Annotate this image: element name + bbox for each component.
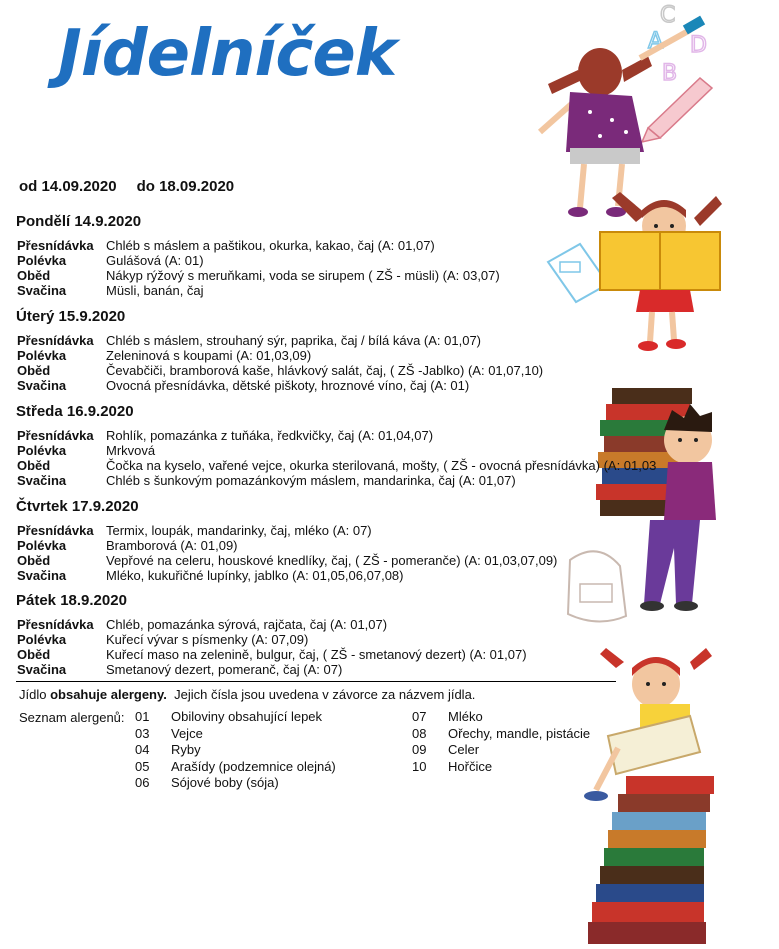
meal-row-snack (16, 283, 736, 298)
meal-text: Bramborová (A: 01,09) (106, 538, 238, 553)
allergen-name: Obiloviny obsahující lepek (171, 709, 323, 724)
meal-label: Svačina (17, 662, 67, 677)
allergen-name: Arašídy (podzemnice olejná) (171, 758, 336, 774)
letters-doodle (648, 3, 707, 86)
allergen-number: 08 (412, 725, 427, 741)
allergen-list-left (135, 709, 336, 792)
allergen-note-pre: Jídlo (19, 687, 51, 702)
svg-text:C: C (660, 3, 676, 28)
meal-text: Kuřecí vývar s písmenky (A: 07,09) (106, 632, 309, 647)
allergen-number: 04 (135, 742, 150, 757)
day-section-thursday (16, 498, 736, 583)
meal-row-breakfast (16, 523, 736, 538)
meal-label: Oběd (17, 553, 51, 568)
allergen-list-right (412, 709, 590, 775)
meal-row-lunch (16, 647, 736, 662)
meal-label: Oběd (17, 363, 51, 378)
day-title: Úterý 15.9.2020 (16, 308, 126, 325)
meal-label: Polévka (17, 253, 67, 268)
meal-text: Mrkvová (106, 443, 156, 458)
meal-row-breakfast (16, 238, 736, 253)
day-section-monday (16, 213, 736, 298)
meal-text: Zeleninová s koupami (A: 01,03,09) (106, 348, 312, 363)
meal-row-snack (16, 662, 736, 677)
meal-row-lunch (16, 458, 736, 473)
meal-row-lunch (16, 268, 736, 283)
meal-row-soup (16, 538, 736, 553)
meal-text: Rohlík, pomazánka z tuňáka, ředkvičky, čaj (A: 01,04,07) (106, 428, 434, 443)
allergen-note (19, 687, 475, 702)
allergen-number: 10 (412, 758, 427, 774)
meal-text: Chléb, pomazánka sýrová, rajčata, čaj (A: 01,07) (106, 617, 388, 632)
allergen-item (135, 709, 336, 726)
day-section-friday (16, 592, 736, 677)
svg-text:A: A (648, 29, 664, 54)
allergen-name: Mléko (448, 709, 483, 724)
meal-row-soup (16, 443, 736, 458)
day-title: Čtvrtek 17.9.2020 (16, 498, 139, 515)
meal-text: Chléb s máslem, strouhaný sýr, paprika, čaj / bílá káva (A: 01,07) (106, 333, 482, 348)
meal-text: Vepřové na celeru, houskové knedlíky, čaj, ( ZŠ - pomeranče) (A: 01,03,07,09) (106, 553, 558, 568)
meal-label: Svačina (17, 283, 67, 298)
meal-text: Gulášová (A: 01) (106, 253, 204, 268)
meal-text: Nákyp rýžový s meruňkami, voda se sirupem ( ZŠ - müsli) (A: 03,07) (106, 268, 500, 283)
allergen-name: Celer (448, 742, 480, 757)
meal-row-breakfast (16, 333, 736, 348)
allergen-item (412, 742, 590, 759)
meal-row-soup (16, 253, 736, 268)
svg-text:B: B (662, 61, 678, 86)
meal-text: Chléb s máslem a paštikou, okurka, kakao, čaj (A: 01,07) (106, 238, 435, 253)
meal-text: Ovocná přesnídávka, dětské piškoty, hroznové víno, čaj (A: 01) (106, 378, 470, 393)
day-section-tuesday (16, 308, 736, 393)
allergen-number: 01 (135, 709, 150, 724)
allergen-number: 09 (412, 742, 427, 757)
day-title: Pondělí 14.9.2020 (16, 213, 142, 230)
allergen-name: Vejce (171, 725, 203, 741)
meal-row-snack (16, 473, 736, 488)
allergen-item (135, 775, 336, 792)
allergen-item (412, 726, 590, 743)
meal-label: Svačina (17, 378, 67, 393)
allergen-number: 05 (135, 758, 150, 774)
date-range (19, 178, 234, 195)
allergen-number: 07 (412, 709, 427, 724)
allergen-item (412, 709, 590, 726)
divider (16, 681, 616, 682)
meal-label: Oběd (17, 647, 51, 662)
meal-text: Termix, loupák, mandarinky, čaj, mléko (A: 07) (106, 523, 372, 538)
date-from: od 14.09.2020 (19, 178, 117, 195)
day-title: Pátek 18.9.2020 (16, 592, 127, 609)
meal-text: Čočka na kyselo, vařené vejce, okurka sterilovaná, mošty, ( ZŠ - ovocná přesnídávka) (A: 01,03 (106, 458, 657, 473)
allergen-name: Sójové boby (sója) (171, 775, 279, 790)
allergen-name: Ořechy, mandle, pistácie (448, 725, 591, 741)
allergen-item (135, 742, 336, 759)
meal-row-lunch (16, 363, 736, 378)
meal-row-breakfast (16, 428, 736, 443)
meal-label: Svačina (17, 473, 67, 488)
allergen-name: Hořčice (448, 758, 493, 774)
meal-text: Müsli, banán, čaj (106, 283, 204, 298)
meal-label: Svačina (17, 568, 67, 583)
meal-label: Přesnídávka (17, 523, 94, 538)
meal-text: Kuřecí maso na zelenině, bulgur, čaj, ( ZŠ - smetanový dezert) (A: 01,07) (106, 647, 527, 662)
meal-row-snack (16, 378, 736, 393)
allergen-list-label: Seznam alergenů: (19, 710, 125, 725)
allergen-note-bold: obsahuje alergeny. (50, 687, 167, 702)
meal-text: Mléko, kukuřičné lupínky, jablko (A: 01,05,06,07,08) (106, 568, 404, 583)
day-title: Středa 16.9.2020 (16, 403, 134, 420)
day-section-wednesday (16, 403, 736, 488)
allergen-note-post: Jejich čísla jsou uvedena v závorce za názvem jídla. (166, 687, 476, 702)
meal-row-breakfast (16, 617, 736, 632)
meal-row-snack (16, 568, 736, 583)
meal-row-lunch (16, 553, 736, 568)
allergen-number: 06 (135, 775, 150, 790)
meal-label: Přesnídávka (17, 333, 94, 348)
girl-on-books-illustration (584, 648, 714, 944)
allergen-item (412, 759, 590, 776)
meal-label: Polévka (17, 632, 67, 647)
page-title: Jídelníček (58, 17, 397, 91)
svg-text:D: D (690, 33, 707, 58)
meal-text: Chléb s šunkovým pomazánkovým máslem, mandarinka, čaj (A: 01,07) (106, 473, 516, 488)
allergen-name: Ryby (171, 742, 201, 757)
meal-label: Polévka (17, 348, 67, 363)
meal-row-soup (16, 632, 736, 647)
date-to: do 18.09.2020 (136, 178, 235, 195)
allergen-item (135, 759, 336, 776)
meal-label: Polévka (17, 443, 67, 458)
meal-label: Přesnídávka (17, 238, 94, 253)
allergen-number: 03 (135, 725, 150, 741)
meal-label: Polévka (17, 538, 67, 553)
allergen-item (135, 726, 336, 743)
meal-label: Oběd (17, 458, 51, 473)
meal-text: Čevabčiči, bramborová kaše, hlávkový salát, čaj, ( ZŠ -Jablko) (A: 01,07,10) (106, 363, 544, 378)
crayon-icon (642, 78, 712, 142)
meal-row-soup (16, 348, 736, 363)
meal-text: Smetanový dezert, pomeranč, čaj (A: 07) (106, 662, 343, 677)
meal-label: Přesnídávka (17, 617, 94, 632)
meal-label: Oběd (17, 268, 51, 283)
meal-label: Přesnídávka (17, 428, 94, 443)
